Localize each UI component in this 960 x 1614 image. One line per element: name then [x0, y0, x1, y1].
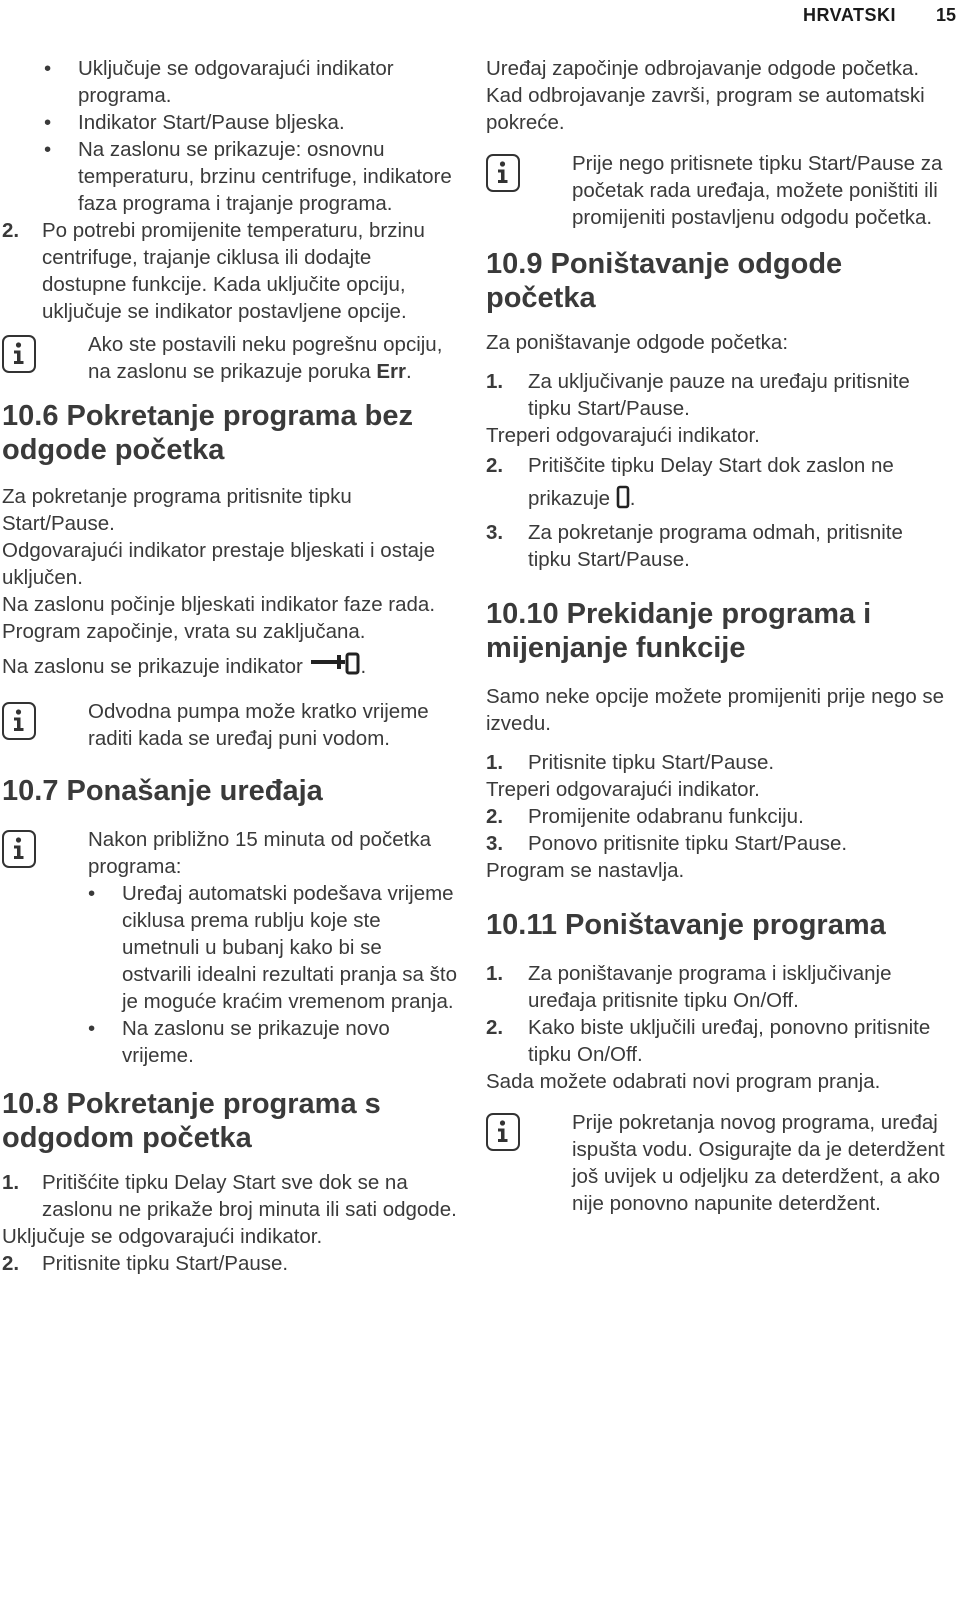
left-column [2, 55, 457, 1277]
step-item [486, 960, 946, 1014]
section-title-10-7: 10.7 Ponašanje uređaja [2, 775, 323, 807]
paragraph: Kad odbrojavanje završi, program se automatski pokreće. [486, 84, 925, 134]
step-item [486, 368, 946, 422]
section-title-10-11: 10.11 Poništavanje programa [486, 909, 886, 941]
header-language: HRVATSKI [802, 5, 896, 25]
page-number: 15 [935, 5, 956, 25]
info-icon [486, 154, 520, 192]
section-title-10-9: 10.9 Poništavanje odgode početka [486, 248, 843, 314]
step-number: 2. [2, 1252, 20, 1275]
paragraph: Na zaslonu počinje bljeskati indikator faze rada. [2, 593, 436, 616]
list-item: • Uključuje se odgovarajući indikator programa. [2, 55, 457, 109]
step-item [2, 217, 457, 325]
step-text: Pritišćite tipku Delay Start sve dok se na zaslonu ne prikaže broj minuta ili sati odgode. [42, 1171, 457, 1221]
list-item: • Indikator Start/Pause bljeska. [2, 109, 457, 136]
step-text: Za uključivanje pauze na uređaju pritisnite tipku Start/Pause. [528, 370, 910, 420]
list-item: • Na zaslonu se prikazuje: osnovnu temperaturu, brzinu centrifuge, indikatore faza programa i trajanje programa. [2, 136, 457, 217]
paragraph: Treperi odgovarajući indikator. [486, 778, 760, 801]
door-lock-icon [309, 651, 361, 684]
step-item [2, 1250, 457, 1277]
note-text: Odvodna pumpa može kratko vrijeme raditi kada se uređaj puni vodom. [88, 700, 429, 750]
step-item [486, 519, 946, 573]
step-number: 2. [486, 805, 504, 828]
note-text: Prije nego pritisnete tipku Start/Pause za početak rada uređaja, možete poništiti ili promijeniti postavljenu odgodu početka. [572, 152, 943, 229]
step-number: 2. [2, 219, 20, 242]
paragraph: Uključuje se odgovarajući indikator. [2, 1225, 323, 1248]
info-note [2, 331, 457, 389]
info-icon [2, 830, 36, 868]
paragraph: Program započinje, vrata su zaključana. [2, 620, 366, 643]
step-number: 2. [486, 1016, 504, 1039]
paragraph: Za poništavanje odgode početka: [486, 331, 789, 354]
section-title-10-8: 10.8 Pokretanje programa s odgodom početka [2, 1088, 381, 1154]
step-text: Pritisnite tipku Start/Pause. [42, 1252, 289, 1275]
paragraph: Na zaslonu se prikazuje indikator . [2, 651, 457, 684]
step-number: 1. [2, 1171, 20, 1194]
delay-display-icon [616, 485, 630, 519]
info-icon [2, 335, 36, 373]
step-text: Za poništavanje programa i isključivanje uređaja pritisnite tipku On/Off. [528, 962, 892, 1012]
list-item: • Na zaslonu se prikazuje novo vrijeme. [88, 1015, 457, 1069]
paragraph: Odgovarajući indikator prestaje bljeskati i ostaje uključen. [2, 539, 436, 589]
paragraph: Program se nastavlja. [486, 859, 685, 882]
info-note [2, 698, 457, 756]
step-text: Ponovo pritisnite tipku Start/Pause. [528, 832, 848, 855]
info-note [486, 1109, 946, 1217]
step-text: Za pokretanje programa odmah, pritisnite tipku Start/Pause. [528, 521, 903, 571]
step-item [486, 830, 946, 857]
paragraph: Sada možete odabrati novi program pranja. [486, 1070, 881, 1093]
step-number: 3. [486, 832, 504, 855]
step-item [2, 1169, 457, 1223]
step-text: Kako biste uključili uređaj, ponovno pritisnite tipku On/Off. [528, 1016, 931, 1066]
step-item [486, 1014, 946, 1068]
paragraph: Uređaj započinje odbrojavanje odgode početka. [486, 57, 920, 80]
step-text: Promijenite odabranu funkciju. [528, 805, 804, 828]
step-number: 2. [486, 454, 504, 477]
step-text: Pritiščite tipku Delay Start dok zaslon ne prikazuje [528, 454, 894, 510]
info-note [486, 150, 946, 231]
error-code: Err [376, 360, 406, 383]
right-column [486, 55, 946, 1217]
step-item [486, 803, 946, 830]
paragraph: Za pokretanje programa pritisnite tipku Start/Pause. [2, 485, 352, 535]
step-number: 1. [486, 751, 504, 774]
step-item [486, 749, 946, 776]
paragraph: Samo neke opcije možete promijeniti prije nego se izvedu. [486, 685, 945, 735]
section-title-10-10: 10.10 Prekidanje programa i mijenjanje funkcije [486, 598, 872, 664]
step-text: Po potrebi promijenite temperaturu, brzinu centrifuge, trajanje ciklusa ili dodajte dostupne funkcije. Kada uključite opciju, uključuje se indikator postavljene opcije. [42, 219, 425, 323]
info-icon [2, 702, 36, 740]
note-text: Prije pokretanja novog programa, uređaj ispušta vodu. Osigurajte da je deterdžent još uvijek u odjeljku za deterdžent, a ako nije ponovno napunite deterdžent. [572, 1111, 945, 1215]
step-item: 2. Pritiščite tipku Delay Start dok zaslon ne prikazuje . [486, 449, 946, 519]
list-item: • Uređaj automatski podešava vrijeme ciklusa prema rublju koje ste umetnuli u bubanj kako bi se ostvarili idealni rezultati pranja sa što je moguće kraćim vremenom pranja. [88, 880, 457, 1015]
step-number: 3. [486, 521, 504, 544]
step-text: Pritisnite tipku Start/Pause. [528, 751, 775, 774]
step-number: 1. [486, 962, 504, 985]
note-text: Ako ste postavili neku pogrešnu opciju, na zaslonu se prikazuje poruka Err. [88, 333, 443, 383]
note-text: Nakon približno 15 minuta od početka programa: [88, 828, 432, 878]
info-note [2, 826, 457, 1069]
step-number: 1. [486, 370, 504, 393]
section-title-10-6: 10.6 Pokretanje programa bez odgode početka [2, 400, 413, 466]
page-header [0, 2, 960, 24]
paragraph: Treperi odgovarajući indikator. [486, 424, 760, 447]
info-icon [486, 1113, 520, 1151]
